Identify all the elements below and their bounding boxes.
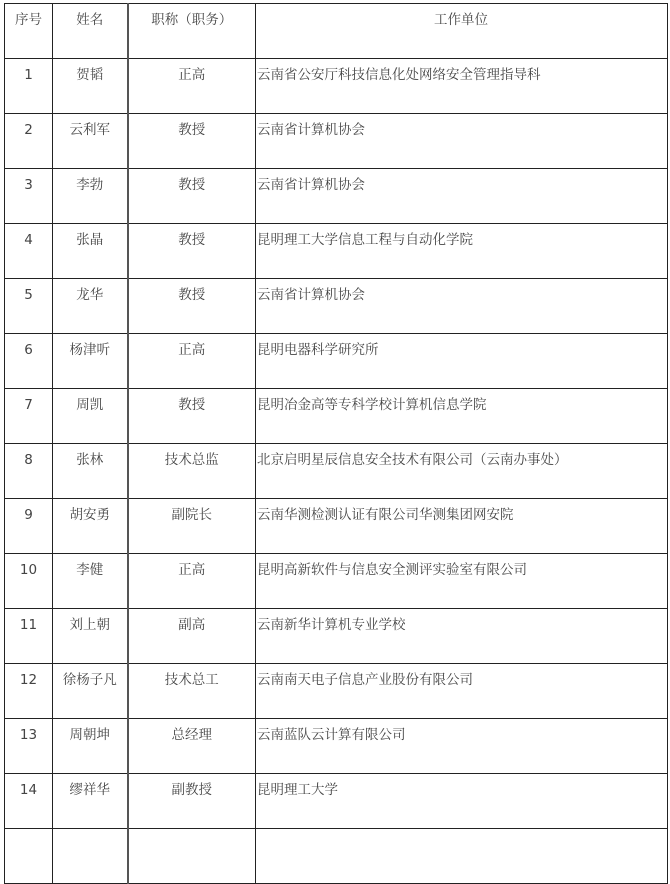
cell-name: 李勃 — [53, 169, 128, 224]
cell-no: 14 — [5, 774, 53, 829]
cell-org: 云南蓝队云计算有限公司 — [256, 719, 668, 774]
header-org: 工作单位 — [256, 4, 668, 59]
cell-name: 张林 — [53, 444, 128, 499]
cell-name: 龙华 — [53, 279, 128, 334]
cell-empty — [53, 829, 128, 884]
cell-org: 云南南天电子信息产业股份有限公司 — [256, 664, 668, 719]
cell-title: 教授 — [128, 389, 256, 444]
table-row — [5, 279, 668, 334]
cell-no: 1 — [5, 59, 53, 114]
cell-no: 7 — [5, 389, 53, 444]
cell-org: 昆明冶金高等专科学校计算机信息学院 — [256, 389, 668, 444]
cell-title: 技术总监 — [128, 444, 256, 499]
cell-name: 贺韬 — [53, 59, 128, 114]
cell-empty — [5, 829, 53, 884]
cell-name: 杨津听 — [53, 334, 128, 389]
table-row — [5, 499, 668, 554]
header-name: 姓名 — [53, 4, 128, 59]
cell-title: 教授 — [128, 224, 256, 279]
table-row — [5, 609, 668, 664]
cell-no: 9 — [5, 499, 53, 554]
cell-org: 北京启明星辰信息安全技术有限公司（云南办事处） — [256, 444, 668, 499]
cell-name: 徐杨子凡 — [53, 664, 128, 719]
cell-no: 11 — [5, 609, 53, 664]
cell-org: 云南华测检测认证有限公司华测集团网安院 — [256, 499, 668, 554]
cell-no: 8 — [5, 444, 53, 499]
cell-title: 教授 — [128, 169, 256, 224]
expert-table — [4, 3, 668, 884]
cell-no: 2 — [5, 114, 53, 169]
table-row — [5, 774, 668, 829]
table-row — [5, 664, 668, 719]
table-row — [5, 444, 668, 499]
cell-title: 副高 — [128, 609, 256, 664]
header-no: 序号 — [5, 4, 53, 59]
cell-org: 云南省计算机协会 — [256, 169, 668, 224]
cell-no: 6 — [5, 334, 53, 389]
cell-no: 10 — [5, 554, 53, 609]
cell-org: 云南新华计算机专业学校 — [256, 609, 668, 664]
cell-title: 副院长 — [128, 499, 256, 554]
cell-title: 教授 — [128, 279, 256, 334]
table-row — [5, 334, 668, 389]
table-row-partial — [5, 829, 668, 884]
cell-org: 云南省计算机协会 — [256, 279, 668, 334]
cell-name: 周凯 — [53, 389, 128, 444]
table-row — [5, 389, 668, 444]
cell-title: 技术总工 — [128, 664, 256, 719]
cell-title: 总经理 — [128, 719, 256, 774]
cell-org: 云南省计算机协会 — [256, 114, 668, 169]
cell-org: 昆明电器科学研究所 — [256, 334, 668, 389]
cell-name: 刘上朝 — [53, 609, 128, 664]
table-row — [5, 224, 668, 279]
header-title: 职称（职务） — [128, 4, 256, 59]
cell-org: 昆明理工大学信息工程与自动化学院 — [256, 224, 668, 279]
cell-org: 云南省公安厅科技信息化处网络安全管理指导科 — [256, 59, 668, 114]
cell-name: 李健 — [53, 554, 128, 609]
cell-title: 教授 — [128, 114, 256, 169]
cell-title: 正高 — [128, 334, 256, 389]
table-row — [5, 169, 668, 224]
table-row — [5, 59, 668, 114]
cell-no: 3 — [5, 169, 53, 224]
cell-name: 胡安勇 — [53, 499, 128, 554]
cell-org: 昆明理工大学 — [256, 774, 668, 829]
cell-title: 副教授 — [128, 774, 256, 829]
cell-no: 12 — [5, 664, 53, 719]
cell-title: 正高 — [128, 554, 256, 609]
cell-no: 5 — [5, 279, 53, 334]
cell-empty — [256, 829, 668, 884]
cell-no: 4 — [5, 224, 53, 279]
cell-no: 13 — [5, 719, 53, 774]
cell-name: 缪祥华 — [53, 774, 128, 829]
cell-org: 昆明高新软件与信息安全测评实验室有限公司 — [256, 554, 668, 609]
cell-name: 云利军 — [53, 114, 128, 169]
cell-name: 周朝坤 — [53, 719, 128, 774]
table-row — [5, 554, 668, 609]
cell-name: 张晶 — [53, 224, 128, 279]
table-row — [5, 114, 668, 169]
cell-empty — [128, 829, 256, 884]
table-row — [5, 719, 668, 774]
cell-title: 正高 — [128, 59, 256, 114]
header-row — [5, 4, 668, 59]
